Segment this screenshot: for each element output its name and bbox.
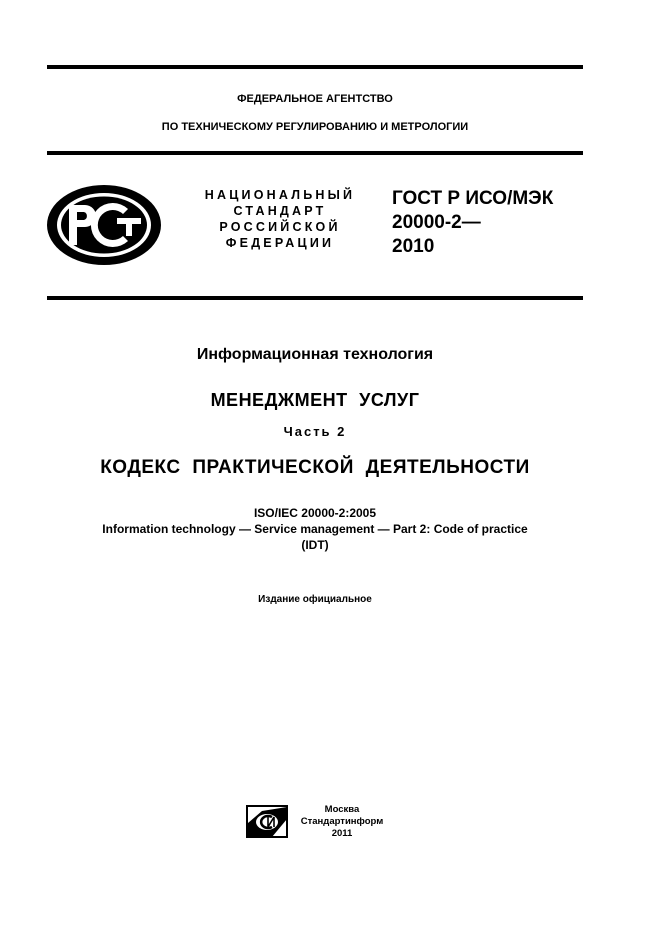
edition-note: Издание официальное	[258, 594, 372, 605]
publisher-city: Москва	[324, 804, 360, 815]
top-rule	[47, 65, 583, 69]
title-rule	[47, 296, 583, 300]
standard-type-line-3: РОССИЙСКОЙ	[219, 220, 341, 234]
standard-type-line-4: ФЕДЕРАЦИИ	[225, 236, 335, 250]
publication-year: 2011	[331, 828, 353, 839]
agency-line-2: ПО ТЕХНИЧЕСКОМУ РЕГУЛИРОВАНИЮ И МЕТРОЛОГИИ	[161, 121, 469, 133]
standard-type-line-1: НАЦИОНАЛЬНЫЙ	[204, 188, 356, 202]
equivalence-degree: (IDT)	[301, 538, 329, 552]
english-title: Information technology — Service management — Part 2: Code of practice	[102, 522, 528, 536]
gost-r-certification-icon	[45, 183, 163, 267]
publisher-info	[296, 804, 388, 840]
designation-line-3: 2010	[392, 236, 435, 257]
standard-type-line-2: СТАНДАРТ	[233, 204, 327, 218]
iso-reference: ISO/IEC 20000-2:2005	[253, 506, 377, 520]
part-title: КОДЕКС ПРАКТИЧЕСКОЙ ДЕЯТЕЛЬНОСТИ	[100, 457, 530, 478]
general-title: Информационная технология	[196, 346, 434, 363]
designation-line-2: 20000-2—	[392, 212, 481, 233]
part-number: Часть 2	[283, 424, 347, 439]
publisher-name: Стандартинформ	[300, 816, 384, 827]
agency-line-1: ФЕДЕРАЛЬНОЕ АГЕНТСТВО	[237, 93, 393, 105]
main-title: МЕНЕДЖМЕНТ УСЛУГ	[210, 390, 420, 410]
standartinform-icon	[246, 805, 288, 838]
designation-line-1: ГОСТ Р ИСО/МЭК	[392, 188, 554, 209]
standard-designation	[392, 187, 553, 259]
header-rule	[47, 151, 583, 155]
standard-type-block	[180, 187, 380, 251]
